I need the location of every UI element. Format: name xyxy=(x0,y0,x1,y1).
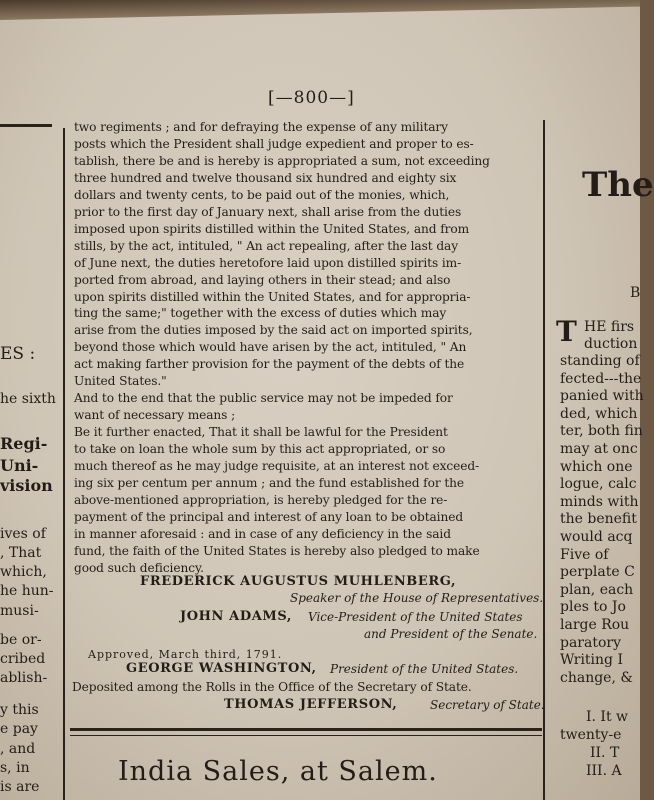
left-column-fragment: is are xyxy=(0,779,40,795)
right-column-line: perplate C xyxy=(560,564,635,581)
left-column-fragment: which, xyxy=(0,564,47,580)
act-line: payment of the principal and interest of any loan to be obtained xyxy=(74,509,464,524)
act-line: upon spirits distilled within the United States, and for appropria- xyxy=(74,289,471,304)
headline: India Sales, at Salem. xyxy=(118,756,438,787)
act-line: stills, by the act, intituled, " An act repealing, after the last day xyxy=(74,238,458,253)
act-line: three hundred and twelve thousand six hundred and eighty six xyxy=(74,170,457,185)
secretary-name: THOMAS JEFFERSON, xyxy=(224,697,398,712)
act-line: dollars and twenty cents, to be paid out of the monies, which, xyxy=(74,187,450,202)
right-column-line: panied with xyxy=(560,388,644,405)
act-line: tablish, there be and is hereby is appropriated a sum, not exceeding xyxy=(74,153,490,168)
act-line: arise from the duties imposed by the said act on imported spirits, xyxy=(74,323,473,338)
act-line: above-mentioned appropriation, is hereby pledged for the re- xyxy=(74,492,448,507)
right-column-line: may at onc xyxy=(560,441,638,457)
right-column-line: minds with xyxy=(560,493,639,510)
left-column-fragment: y this xyxy=(0,702,39,718)
vp-name: JOHN ADAMS, xyxy=(180,609,293,624)
speaker-title: Speaker of the House of Representatives. xyxy=(290,591,544,605)
right-column-title: The xyxy=(582,165,654,205)
left-column-fragment: e pay xyxy=(0,721,38,737)
right-column-line: paratory xyxy=(560,634,622,651)
left-column-fragment: be or- xyxy=(0,632,42,648)
left-column-fragment: he hun- xyxy=(0,583,54,599)
act-line: act making farther provision for the payment of the debts of the xyxy=(74,357,465,372)
left-column-rule xyxy=(63,128,65,800)
right-column-b: B xyxy=(630,285,641,301)
act-line: ported from abroad, and laying others in their stead; and also xyxy=(74,272,451,287)
right-column-line: Writing I xyxy=(560,652,623,669)
left-column-fragment: cribed xyxy=(0,651,46,667)
right-column-line: which one xyxy=(560,458,633,475)
speaker-name: FREDERICK AUGUSTUS MUHLENBERG, xyxy=(140,574,457,589)
right-column-line: change, & xyxy=(560,669,633,686)
vp-title-2: and President of the Senate. xyxy=(364,627,538,641)
drop-cap: T xyxy=(556,315,577,348)
act-line: two regiments ; and for defraying the expense of any military xyxy=(74,120,448,134)
right-column-line: II. T xyxy=(590,745,620,761)
left-column-fragment: ablish- xyxy=(0,670,48,686)
right-column-line: fected---the xyxy=(560,370,642,387)
right-column-line: I. It w xyxy=(586,709,629,725)
secretary-title: Secretary of State. xyxy=(430,698,545,712)
left-column-fragment: he sixth xyxy=(0,391,56,407)
left-column-fragment: musi- xyxy=(0,603,39,619)
left-column-fragment: ives of xyxy=(0,526,46,542)
right-column-line: standing of xyxy=(560,353,640,369)
approval-line: Approved, March third, 1791. xyxy=(88,648,283,661)
left-column-fragment: vision xyxy=(0,476,53,495)
vp-title-1: Vice-President of the United States xyxy=(308,610,523,624)
left-page-rule xyxy=(0,124,52,127)
right-column-line: the benefit xyxy=(560,511,637,528)
right-column-line: III. A xyxy=(586,763,622,779)
left-column-fragment: , That xyxy=(0,545,42,561)
act-line: of June next, the duties heretofore laid upon distilled spirits im- xyxy=(74,255,462,270)
right-column-line: ded, which xyxy=(560,405,638,422)
act-line: Be it further enacted, That it shall be lawful for the President xyxy=(74,425,448,440)
bottom-double-rule-bottom xyxy=(70,735,542,736)
right-column-line: Five of xyxy=(560,546,609,563)
right-column-line: duction xyxy=(584,336,638,352)
act-line: beyond those which would have arisen by the act, intituled, " An xyxy=(74,340,467,355)
left-column-fragment: Uni- xyxy=(0,456,39,475)
left-column-fragment: Regi- xyxy=(0,434,48,453)
deposited-line: Deposited among the Rolls in the Office of the Secretary of State. xyxy=(72,680,472,694)
right-column-line: HE firs xyxy=(584,319,635,335)
left-column-fragment: s, in xyxy=(0,760,30,776)
act-line: posts which the President shall judge expedient and proper to es- xyxy=(74,136,474,151)
act-line: fund, the faith of the United States is hereby also pledged to make xyxy=(74,543,480,558)
bottom-double-rule-top xyxy=(70,728,542,731)
right-column-line: large Rou xyxy=(560,617,630,633)
act-line: ing six per centum per annum ; and the fund established for the xyxy=(74,475,464,490)
act-line: much thereof as he may judge requisite, at an interest not exceed- xyxy=(74,459,480,473)
act-line: to take on loan the whole sum by this act appropriated, or so xyxy=(74,442,446,457)
act-line: want of necessary means ; xyxy=(74,408,236,423)
act-line: imposed upon spirits distilled within the United States, and from xyxy=(74,221,470,236)
right-column-line: logue, calc xyxy=(560,476,637,493)
right-column-line: twenty-e xyxy=(560,727,622,743)
left-column-fragment: ES : xyxy=(0,344,36,364)
right-column-line: would acq xyxy=(560,529,633,545)
act-line: ting the same;" together with the excess of duties which may xyxy=(74,306,447,321)
left-column-fragment: , and xyxy=(0,741,36,757)
act-line: And to the end that the public service may not be impeded for xyxy=(74,391,453,406)
president-name: GEORGE WASHINGTON, xyxy=(126,661,317,676)
page-number: [—800—] xyxy=(268,88,355,108)
act-line: prior to the first day of January next, shall arise from the duties xyxy=(74,204,462,219)
president-title: President of the United States. xyxy=(330,662,519,676)
act-line: good such deficiency. xyxy=(74,560,204,575)
act-line: in manner aforesaid : and in case of any deficiency in the said xyxy=(74,526,451,541)
right-column-line: plan, each xyxy=(560,581,634,598)
right-column-line: ples to Jo xyxy=(560,599,626,616)
act-line: United States." xyxy=(74,374,167,389)
right-column-line: ter, both fin xyxy=(560,423,643,440)
